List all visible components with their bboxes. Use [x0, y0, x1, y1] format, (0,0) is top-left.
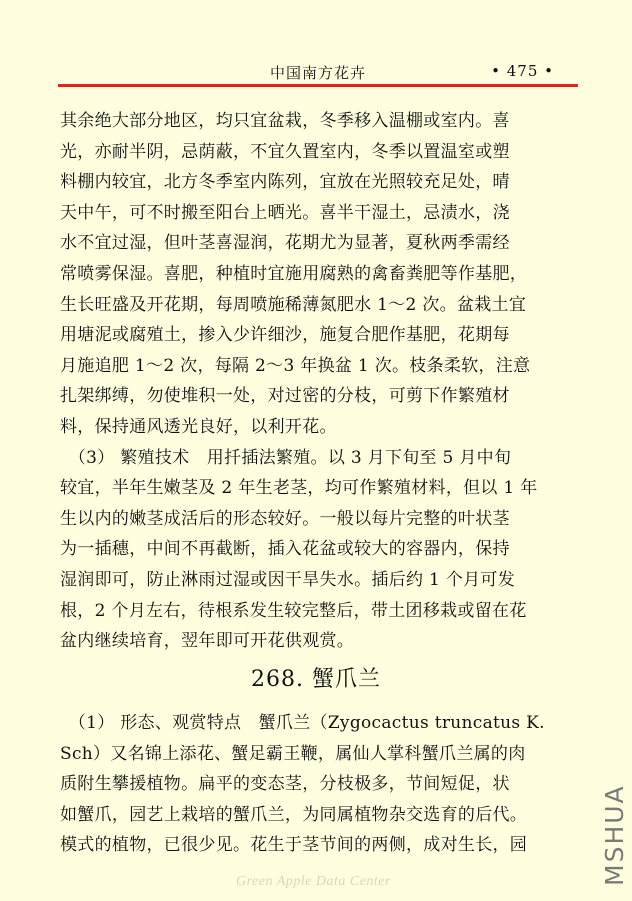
text-line: 光，亦耐半阴，忌荫蔽，不宜久置室内，冬季以置温室或塑	[60, 141, 510, 162]
text-line: 根，2 个月左右，待根系发生较完整后，带土团移栽或留在花	[60, 600, 527, 621]
text-line: 生以内的嫩茎成活后的形态较好。一般以每片完整的叶状茎	[60, 508, 510, 529]
text-line: 质附生攀援植物。扁平的变态茎，分枝极多，节间短促，状	[60, 774, 510, 795]
text-line: 料棚内较宜，北方冬季室内陈列，宜放在光照较充足处，晴	[60, 172, 510, 193]
running-header	[60, 62, 578, 84]
text-line: 为一插穗，中间不再截断，插入花盆或较大的容器内，保持	[60, 539, 510, 560]
text-line: （1） 形态、观赏特点 蟹爪兰（Zygocactus truncatus K.	[60, 713, 545, 733]
side-watermark-text: MSHUA	[600, 784, 629, 886]
text-line: 月施追肥 1～2 次，每隔 2～3 年换盆 1 次。枝条柔软，注意	[60, 355, 531, 376]
text-line: 扎架绑缚，勿使堆积一处，对过密的分枝，可剪下作繁殖材	[60, 386, 510, 407]
text-line: 水不宜过湿，但叶茎喜湿润，花期尤为显著，夏秋两季需经	[60, 233, 510, 254]
page-number: • 475 •	[491, 62, 554, 80]
running-header-title: 中国南方花卉	[270, 64, 367, 82]
text-line: 盆内继续培育，翌年即可开花供观赏。	[60, 631, 355, 652]
text-line: 天中午，可不时搬至阳台上晒光。喜半干湿土，忌渍水，浇	[60, 202, 510, 223]
text-line: 用塘泥或腐殖土，掺入少许细沙，施复合肥作基肥，花期每	[60, 325, 510, 346]
header-rule	[58, 84, 578, 87]
text-line: 如蟹爪，园艺上栽培的蟹爪兰，为同属植物杂交选育的后代。	[60, 804, 528, 825]
text-line: （3） 繁殖技术 用扦插法繁殖。以 3 月下旬至 5 月中旬	[60, 447, 512, 468]
side-watermark	[596, 780, 629, 890]
text-line: 模式的植物，已很少见。花生于茎节间的两侧，成对生长，园	[60, 835, 528, 856]
text-line: 湿润即可，防止淋雨过湿或因干旱失水。插后约 1 个月可发	[60, 569, 516, 590]
body-text-upper	[60, 106, 586, 657]
bottom-watermark: Green Apple Data Center	[236, 874, 391, 889]
text-line: Sch）又名锦上添花、蟹足霸王鞭，属仙人掌科蟹爪兰属的肉	[60, 743, 526, 764]
section-heading: 268. 蟹爪兰	[251, 667, 381, 692]
body-text-lower	[60, 708, 586, 861]
text-line: 料，保持通风透光良好，以利开花。	[60, 416, 337, 437]
text-line: 其余绝大部分地区，均只宜盆栽，冬季移入温棚或室内。喜	[60, 111, 510, 131]
text-line: 常喷雾保湿。喜肥，种植时宜施用腐熟的禽畜粪肥等作基肥，	[60, 263, 528, 284]
text-line: 较宜，半年生嫩茎及 2 年生老茎，均可作繁殖材料，但以 1 年	[60, 478, 538, 499]
text-line: 生长旺盛及开花期，每周喷施稀薄氮肥水 1～2 次。盆栽土宜	[60, 294, 527, 315]
